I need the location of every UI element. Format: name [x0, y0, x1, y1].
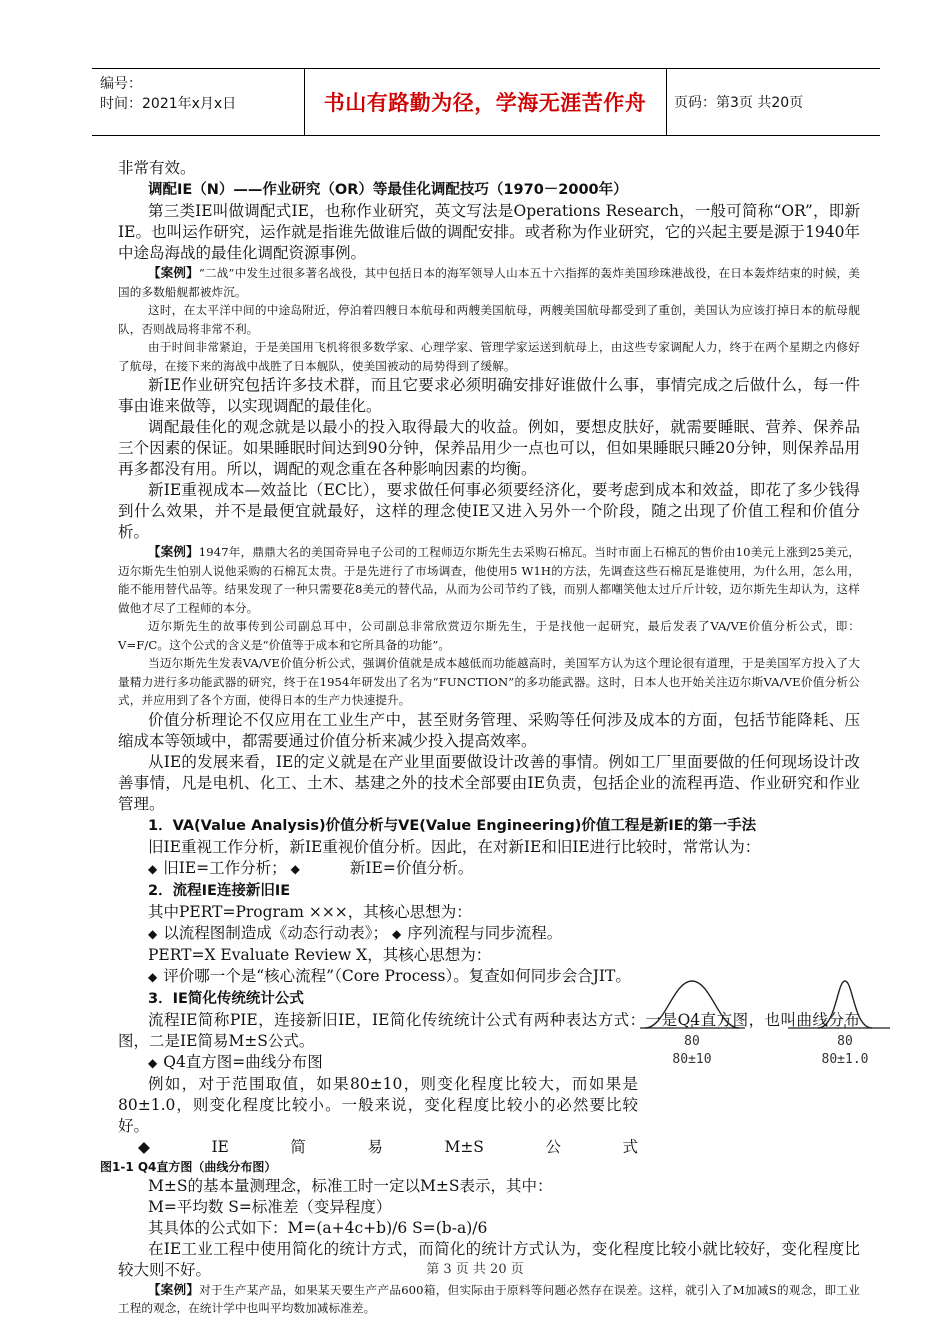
- left-wide-curve: [645, 981, 739, 1028]
- paragraph: 流程IE简称PIE，连接新旧IE，IE简化传统统计公式有两种表达方式：一是Q4直方图，也叫曲线分布图，二是IE简易M±S公式。: [118, 1010, 860, 1050]
- diamond-bullet-icon: ◆: [148, 926, 158, 941]
- right-range-label: 80±1.0: [821, 1052, 869, 1067]
- case-tag: 【案例】: [148, 544, 199, 559]
- paragraph: 其具体的公式如下：M=(a+4c+b)/6 S=(b-a)/6: [148, 1218, 488, 1237]
- spread-word: 易: [367, 1137, 383, 1156]
- paragraph: 价值分析理论不仅应用在工业生产中，甚至财务管理、采购等任何涉及成本的方面，包括节能降耗、压缩成本等领域中，都需要通过价值分析来减少投入提高效率。: [118, 710, 860, 750]
- section-heading: 调配IE（N）——作业研究（OR）等最佳化调配技巧（1970－2000年）: [148, 182, 628, 198]
- right-center-label: 80: [837, 1034, 853, 1049]
- spread-word: M±S: [444, 1137, 484, 1156]
- header-motto: 书山有路勤为径，学海无涯苦作舟: [304, 69, 667, 135]
- paragraph: PERT=X Evaluate Review X，其核心思想为：: [148, 945, 492, 964]
- paragraph: 从IE的发展来看，IE的定义就是在产业里面要做设计改善的事情。例如工厂里面要做的任何现场设计改善事情，凡是电机、化工、土木、基建之外的技术全部要由IE负责，包括企业的流程再造、作业研究和作业管理。: [118, 752, 860, 813]
- paragraph: M±S的基本量测理念，标准工时一定以M±S表示，其中：: [148, 1176, 553, 1195]
- figure-caption: 图1-1 Q4直方图（曲线分布图）: [100, 1159, 277, 1174]
- case-tag: 【案例】: [148, 265, 199, 280]
- case-paragraph: 【案例】1947年，鼎鼎大名的美国奇异电子公司的工程师迈尔斯先生去采购石棉瓦。当时市面上石棉瓦的售价由10美元上涨到25美元，迈尔斯先生怕别人说他采购的石棉瓦太贵。于是先进行了市场调查，他使用5 W1H的方法，先调查这些石棉瓦是谁使用，为什么用，怎么用，能不能用替代品等。结果发现了一种只需要花8美元的替代品，从而为公司节约了钱，而别人都嘲笑他太过斤斤计较，迈尔斯先生却认为，这样做他才尽了工程师的本分。: [118, 544, 860, 615]
- case-paragraph: 【案例】对于生产某产品，如果某天要生产产品600箱，但实际由于原料等问题必然存在误差。这样，就引入了M加减S的观念，即工业工程的观念，在统计学中也叫平均数加减标准差。: [118, 1281, 860, 1315]
- paragraph: 新IE作业研究包括许多技术群，而且它要求必须明确安排好谁做什么事，事情完成之后做什么，每一件事由谁来做等，以实现调配的最佳化。: [118, 376, 860, 415]
- section-heading: 3．IE简化传统统计公式: [148, 990, 304, 1007]
- bullet-line: ◆ 旧IE=工作分析； ◆ 新IE=价值分析。: [148, 858, 474, 877]
- page-footer: [0, 1258, 950, 1277]
- header-meta: [92, 69, 305, 135]
- paragraph: 其中PERT=Program ×××，其核心思想为：: [148, 902, 472, 921]
- paragraph: 调配最佳化的观念就是以最小的投入取得最大的收益。例如，要想皮肤好，就需要睡眠、营养、保养品三个因素的保证。如果睡眠时间达到90分钟，保养品用少一点也可以，但如果睡眠只睡20分钟，则保养品用再多都没有用。所以，调配的观念重在各种影响因素的均衡。: [118, 418, 860, 478]
- paragraph: 新IE重视成本—效益比（EC比），要求做任何事必须要经济化，要考虑到成本和效益，即花了多少钱得到什么效果，并不是最便宜就最好，这样的理念使IE又进入另外一个阶段，随之出现了价值工程和价值分析。: [118, 481, 860, 541]
- case-paragraph: 当迈尔斯先生发表VA/VE价值分析公式，强调价值就是成本越低而功能越高时，美国军方认为这个理论很有道理，于是美国军方投入了大量精力进行多功能武器的研究，终于在1954年研发出了名为“FUNCTION”的多功能武器。这时，日本人也开始关注迈尔斯VA/VE价值分析公式，并应用到了各个方面，使得日本的生产力快速提升。: [118, 656, 860, 707]
- spread-heading: [118, 1137, 638, 1158]
- paragraph: 非常有效。: [118, 159, 196, 177]
- footer-page-number: 第 3 页 共 20 页: [426, 1262, 524, 1277]
- left-range-label: 80±10: [672, 1052, 712, 1067]
- header-time-label: 时间：2021年x月x日: [100, 96, 237, 112]
- paragraph: 第三类IE叫做调配式IE，也称作业研究，英文写法是Operations Research，一般可简称“OR”，即新IE。也叫运作研究，运作就是指谁先做谁后做的调配安排。或者称为作业研究，它的兴起主要是源于1940年中途岛海战的最佳化调配资源事例。: [118, 202, 860, 262]
- case-paragraph: 这时，在太平洋中间的中途岛附近，停泊着四艘日本航母和两艘美国航母，两艘美国航母都受到了重创，美国认为应该打掉日本的航母舰队，否则战局将非常不利。: [118, 303, 860, 336]
- case-paragraph: 【案例】“二战”中发生过很多著名战役，其中包括日本的海军领导人山本五十六指挥的轰炸美国珍珠港战役，在日本轰炸结束的时候，美国的多数船舰都被炸沉。: [118, 265, 860, 299]
- page-header: [92, 68, 880, 136]
- left-center-label: 80: [684, 1034, 700, 1049]
- header-number-label: 编号：: [100, 76, 142, 92]
- case-paragraph: 由于时间非常紧迫，于是美国用飞机将很多数学家、心理学家、管理学家运送到航母上，由这些专家调配人力，终于在两个星期之内修好了航母，在接下来的海战中战胜了日本舰队，使美国被动的局势得到了缓解。: [118, 340, 860, 373]
- distribution-curves-figure: [640, 975, 890, 1075]
- diamond-bullet-icon: ◆: [148, 1055, 158, 1070]
- section-heading: 1．VA(Value Analysis)价值分析与VE(Value Engineering)价值工程是新IE的第一手法: [148, 817, 757, 834]
- diamond-bullet-icon: ◆: [290, 861, 300, 876]
- diamond-bullet-icon: ◆: [148, 969, 158, 984]
- paragraph: 在IE工业工程中使用简化的统计方式，而简化的统计方式认为，变化程度比较小就比较好，变化程度比较大则不好。: [118, 1239, 860, 1279]
- paragraph: 例如，对于范围取值，如果80±10，则变化程度比较大，而如果是80±1.0，则变化程度比较小。一般来说，变化程度比较小的必然要比较好。: [118, 1074, 638, 1135]
- right-narrow-curve: [818, 981, 872, 1028]
- bullet-line: ◆ Q4直方图=曲线分布图: [148, 1052, 323, 1071]
- spread-word: 式: [622, 1137, 638, 1156]
- header-page-label: 页码：第3页 共20页: [674, 95, 804, 111]
- case-tag: 【案例】: [148, 1281, 200, 1297]
- section-heading: 2．流程IE连接新旧IE: [148, 882, 291, 899]
- bullet-line: ◆ 以流程图制造成《动态行动表》； ◆ 序列流程与同步流程。: [148, 923, 563, 942]
- bullet-line: ◆ 评价哪一个是“核心流程”（Core Process）。复查如何同步会合JIT。: [148, 966, 631, 985]
- diamond-bullet-icon: ◆: [392, 926, 402, 941]
- paragraph: 旧IE重视工作分析，新IE重视价值分析。因此，在对新IE和旧IE进行比较时，常常认为：: [148, 837, 761, 856]
- spread-word: IE: [211, 1137, 229, 1156]
- spread-word: 简: [290, 1137, 306, 1156]
- case-paragraph: 迈尔斯先生的故事传到公司副总耳中，公司副总非常欣赏迈尔斯先生，于是找他一起研究，最后发表了VA/VE价值分析公式，即：V=F/C。这个公式的含义是“价值等于成本和它所具备的功能”。: [118, 619, 860, 652]
- spread-word: 公: [545, 1137, 561, 1156]
- document-body: [100, 158, 860, 1318]
- diamond-bullet-icon: ◆: [148, 861, 158, 876]
- spread-word: ◆: [138, 1137, 150, 1156]
- paragraph: M=平均数 S=标准差（变异程度）: [148, 1197, 392, 1216]
